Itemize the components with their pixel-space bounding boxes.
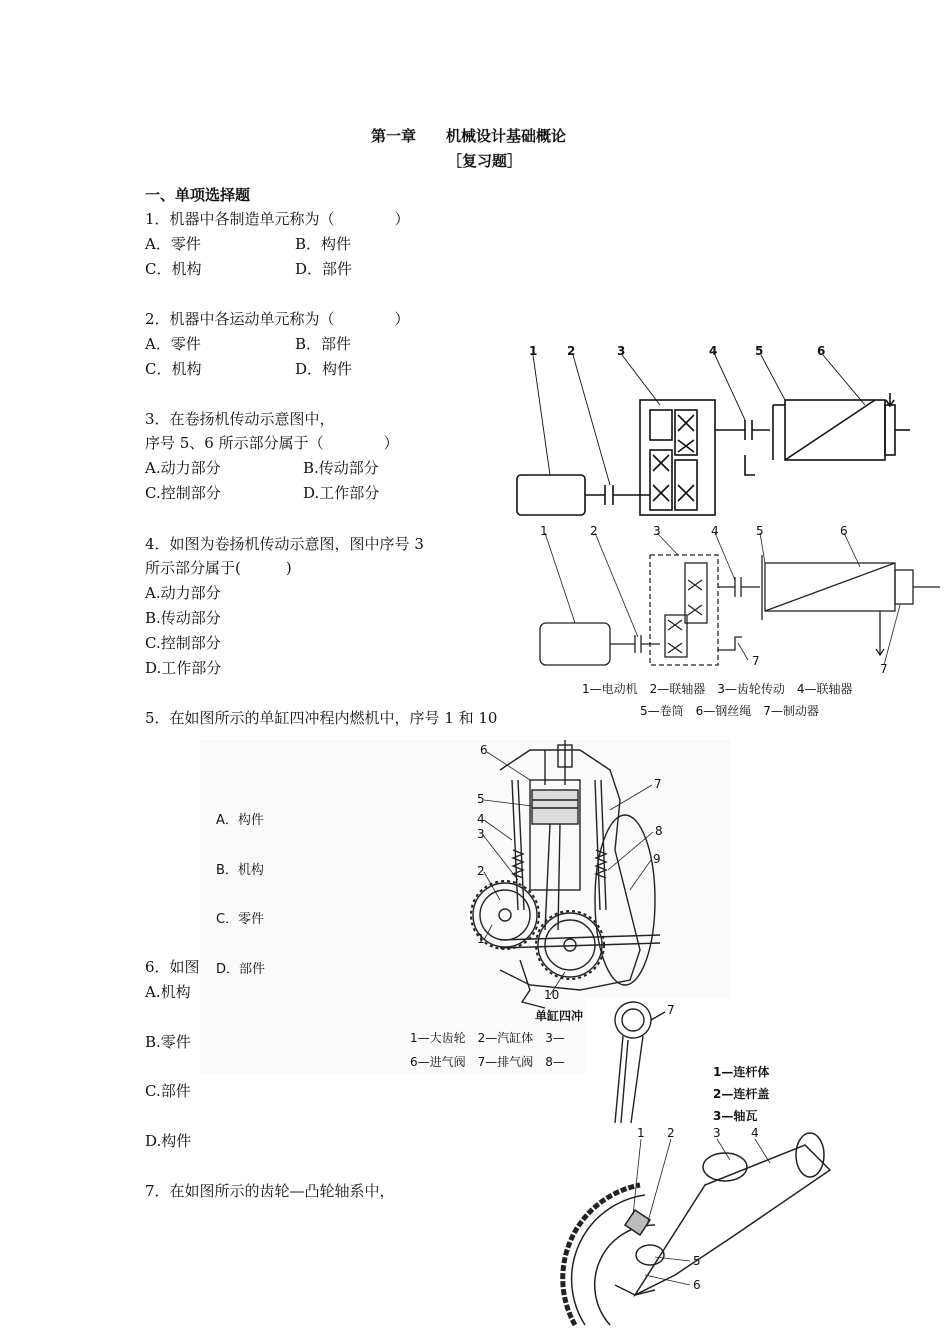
q4-stem-line1: 4．如图为卷扬机传动示意图，图中序号 3 [145,535,424,553]
q3-option-d: D.工作部分 [303,484,380,502]
winch-bottom-label-3: 3 [653,525,661,538]
winch-top-label-1: 1 [529,345,538,358]
winch-bottom-label-1: 1 [540,525,548,538]
gearcam-label-1: 1 [637,1126,645,1140]
winch-bottom-label-7b: 7 [880,662,888,676]
engine-label-3: 3 [477,827,485,841]
q7-stem: 7．在如图所示的齿轮—凸轮轴系中， [145,1182,395,1200]
q6-stem: 6．如图 [145,958,200,976]
q5-stem: 5．在如图所示的单缸四冲程内燃机中，序号 1 和 10 [145,709,498,727]
q1-option-c: C．机构 [145,260,202,278]
q3-option-b: B.传动部分 [303,459,379,477]
gearcam-label-5: 5 [693,1254,701,1268]
q6-option-c: C.部件 [145,1082,191,1100]
winch-bottom-label-2: 2 [590,525,598,538]
winch-top-label-5: 5 [755,345,764,358]
q4-option-a: A.动力部分 [145,584,221,602]
engine-label-6: 6 [480,743,488,757]
q4-option-c: C.控制部分 [145,634,221,652]
winch-figure-bottom [520,525,945,720]
q3-stem-line2: 序号 5、6 所示部分属于（ ） [145,434,399,452]
q2-option-c: C．机构 [145,360,202,378]
gearcam-label-6: 6 [693,1278,701,1292]
winch-bottom-label-5: 5 [756,525,764,538]
q1-stem: 1．机器中各制造单元称为（ ） [145,210,410,228]
winch-top-label-3: 3 [617,345,626,358]
q6-option-b: B.零件 [145,1033,191,1051]
gearcam-label-2: 2 [667,1126,675,1140]
q4-stem-line2: 所示部分属于( ) [145,559,292,577]
q3-option-a: A.动力部分 [145,459,221,477]
subtitle: ［复习题］ [447,152,523,170]
q1-option-d: D．部件 [295,260,353,278]
q4-option-d: D.工作部分 [145,659,222,677]
conrod-legend-2: 2—连杆盖 [713,1087,770,1101]
q6-option-a: A.机构 [145,983,191,1001]
engine-label-5: 5 [477,792,485,806]
q1-option-b: B．构件 [295,235,352,253]
engine-label-1: 1 [477,932,485,946]
gearcam-label-4: 4 [751,1126,759,1140]
q1-option-a: A．零件 [145,235,201,253]
section-title: 一、单项选择题 [145,186,251,204]
q2-option-d: D．构件 [295,360,353,378]
winch-top-label-2: 2 [567,345,576,358]
winch-bottom-label-4: 4 [711,525,719,538]
q4-option-b: B.传动部分 [145,609,221,627]
winch-figure-top [505,345,910,525]
engine-label-7: 7 [654,777,662,791]
winch-top-label-4: 4 [709,345,718,358]
conrod-legend-3: 3—轴瓦 [713,1109,758,1123]
q5-option-a: A．构件 [216,813,264,828]
winch-legend-line1: 1—电动机 2—联轴器 3—齿轮传动 4—联轴器 [582,682,853,696]
engine-label-2: 2 [477,864,485,878]
engine-label-4: 4 [477,812,485,826]
q3-stem-line1: 3．在卷扬机传动示意图中， [145,410,335,428]
q5-option-c: C．零件 [216,912,265,927]
engine-label-10: 10 [544,988,560,1002]
q2-option-a: A．零件 [145,335,201,353]
engine-legend-line2: 6—进气阀 7—排气阀 8— [410,1055,565,1069]
engine-label-9: 9 [653,852,661,866]
chapter-title: 机械设计基础概论 [446,127,567,145]
chapter-label: 第一章 [371,127,417,145]
conrod-figure [585,998,785,1123]
q2-option-b: B．部件 [295,335,352,353]
winch-bottom-label-6: 6 [840,525,848,538]
q2-stem: 2．机器中各运动单元称为（ ） [145,310,410,328]
q6-option-d: D.构件 [145,1132,192,1150]
q5-option-d: D．部件 [216,962,266,977]
conrod-label-7: 7 [667,1003,675,1017]
engine-legend-line1: 1—大齿轮 2—汽缸体 3— [410,1031,565,1045]
gearcam-label-3: 3 [713,1126,721,1140]
engine-caption: 单缸四冲 [535,1009,584,1023]
q3-option-c: C.控制部分 [145,484,221,502]
winch-legend-line2: 5—卷筒 6—钢丝绳 7—制动器 [640,704,819,718]
engine-label-8: 8 [655,824,663,838]
winch-top-label-6: 6 [817,345,826,358]
conrod-legend-1: 1—连杆体 [713,1065,770,1079]
gearcam-figure [555,1125,845,1344]
winch-bottom-label-7a: 7 [752,654,760,668]
q5-option-b: B．机构 [216,863,264,878]
